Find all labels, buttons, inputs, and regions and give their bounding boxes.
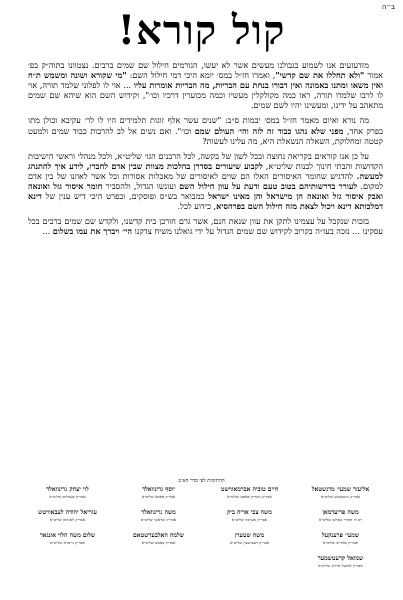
signature-title: אבד״ק שראשי שליט״א [140,517,177,522]
signature-name: שמואל קרעטשמער [317,555,364,562]
signature [206,509,293,522]
signature-name: יוסף גרינוואלד [142,486,175,493]
proclamation-body [28,60,383,242]
emphasis-text: "ולא תחללו את שם קדשי" [275,70,365,81]
body-text: על כן אנו קוראים בקריאה נחוצה ובכל לשון של בקשה, לכל הרבנים הגו׳ שליט״א, ולכל מנהלי וראשי הישיבות הקדושות והבתי חינוך לבנות שליט״א, [28,150,383,171]
signature [206,532,293,545]
signature-title: אבד״ק פאפא שליט״א [141,494,176,499]
body-text: כמבואר בש״ס ופוסקים, ובפרט היכי דיש ענין של [41,191,209,202]
signature-name: אליעזר שמעי׳ מרגשטאל [311,486,370,493]
body-text: להדגיש שחומר האיסורים האלו הם שוים לאיסורים של מאכלות אסורות ובל אשר לאוזנו של בין אדם למקום. [28,170,383,192]
emphasis-text: חומר איסור גזל ואונאה ואבק איסור גזל ואונאה הן מישראל והן מאינו ישראל [28,181,383,202]
signature [24,532,111,545]
signature-title: אבד״ק ומגדיק פאפא שליט״א [227,494,272,499]
signature [115,509,202,522]
paragraph-4 [28,216,383,236]
signature-title: אבד״ק אוהעל אייזיק שליט״א [318,563,363,568]
signature [115,532,202,545]
signature [297,486,384,499]
signature [206,486,293,499]
signature-name: שלמה האלבערשטאם [133,532,184,539]
body-text: בזכות שנקבל על עצמינו לתקן את עוון שנאת חנם, אשר גרם חורבן בית קדשנו, ולקדש שם שמים ברבים בכל עסקינו ... נזכה בעז״ה בקרוב לקידוש שם שמים הגדול על ידי גואלנו משיח צדקנו [28,216,383,237]
paragraph-3 [28,151,383,212]
signature [115,486,202,499]
emphasis-text: לעורר בדרשותיהם בטוב טעם ודעת על עוון חילול השם [179,181,358,192]
signature-name: שלום משה הלוי אונגאר [39,532,96,539]
corner-mark: ב״ה [381,3,395,11]
body-text: , כידוע לכל. [177,201,217,212]
signature-title: אבד״ק מונקאטש שליט״א [320,494,361,499]
emphasis-text: מפני שלא נהגו כבוד זה לזה והי׳ העולם שמם [194,125,344,136]
emphasis-text: דינא דמלכותא דינא ויכול לצאת מזה חילול השם בפרהסיא [28,191,383,212]
signature [297,509,384,522]
body-text: ועונשו הגדול, ולהסביר [102,181,180,192]
signature-title: אבד״ק באבוב שליט״א [141,540,176,545]
signature-name: משה פריעדמאן [322,509,359,516]
emphasis-text: הי״ ויברך את עמו בשלום [52,226,133,237]
signature-name: עזריאל יהודה לעבאוויטש [38,509,97,516]
body-text: מזדעזעים אנו לשמוע בגבולנו מעשים אשר לא יעשו, הגורמים חילול שם שמים ברבים. נצטוונו בתוה״ק בפ׳ אמור [28,60,383,81]
signatures-header: ההתימות לפי סדר הא״ב [178,478,225,484]
paragraph-1 [28,60,383,110]
body-text: וכו׳". ואם נשים אל לב להרבות כבוד שמים ולמעט קטטה ומחלוקת, השאלה הנשאלת היא, מה עלינו לעשות? [28,125,383,146]
emphasis-text: לקבוע שיעורים בסדרן בהלכות מצוות שבין אדם לחברו, לידע איך להתנהג למעשה. [28,160,383,181]
signature [297,532,384,545]
signature-name: חיים טוביה אברמאווישט [220,486,279,493]
body-text: , ואמרו חז״ל במס׳ יומא היכי דמי חילול השם: [126,70,276,81]
signature-name: משה צבי אריה ביק [227,509,272,516]
signature-title: אבד״ק פאריש שליט״א [323,540,358,545]
signature-title: אבד״ק לאנדאן שליט״א [49,517,86,522]
signature-title: אבד״ק דעברעצין שליט״א [229,540,270,545]
signature-name: משה שטערן [234,532,265,539]
signature-name: לוי יצחק גרינוואלד [46,486,89,493]
signature [297,555,384,568]
body-text: ... [42,226,53,237]
signature [24,509,111,522]
page-title: קול קורא! [117,7,286,54]
body-text: ... אוי לו לפלוני שלמד תורה, אוי לו לרבו שלמדו תורה, ראו כמה מקולקלין מעשיו וכמה מכוערין דרכיו וכו׳", וקידוש השם הוא שיהא שם שמים מתאהב על ידינו, ומעשינו יהיו לשם שמים. [28,80,383,111]
signature-title: אבד״ק מעזיבוז שליט״א [231,517,268,522]
signature-title: אבד״ק צעהלים שליט״א [49,494,86,499]
signature-title: אבד״ק נייטרא שליט״א [50,540,85,545]
signature-title: רב ה׳ חסידי טאהש שליט״א [319,517,362,522]
signature-name: משה גרינוואלד [141,509,176,516]
signatures-grid [24,486,384,568]
paragraph-2 [28,115,383,145]
emphasis-text: "מי שקורא ושונה ומשמש ת״ח ואין משאו ומתנו באמונה ואין דבורו בנחת עם הבריות, מה הבריות אומרות עליו [28,70,383,91]
signature-name: שמעי׳ פרענקעל [321,532,360,539]
signature [24,486,111,499]
body-text: מה נורא ואיום מאמר חז״ל במס׳ יבמות ס״ב: "שנים עשר אלף זוגות תלמידים היו לו לר׳ עקיבא וכולן מתו בפרק אחד, [28,115,383,136]
